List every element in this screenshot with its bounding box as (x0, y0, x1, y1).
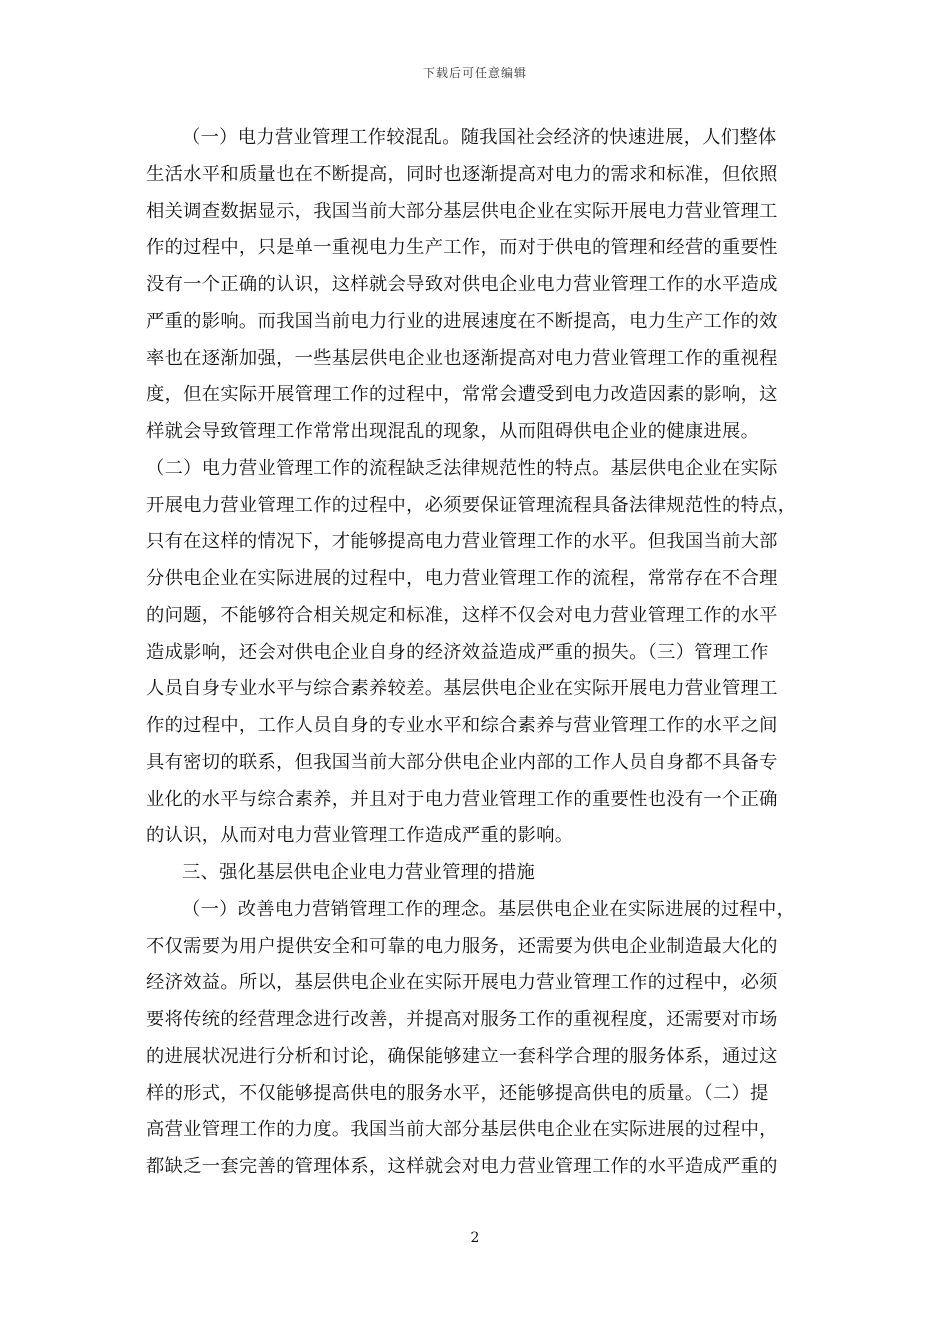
document-body (146, 120, 822, 1186)
text-line: 都缺乏一套完善的管理体系，这样就会对电力营业管理工作的水平造成严重的 (146, 1156, 778, 1177)
text-line: 率也在逐渐加强，一些基层供电企业也逐渐提高对电力营业管理工作的重视程 (146, 347, 778, 369)
page-header: 下载后可任意编辑 (422, 66, 527, 80)
section-heading: 三、强化基层供电企业电力营业管理的措施 (182, 862, 536, 883)
text-line: 作的过程中，只是单一重视电力生产工作，而对于供电的管理和经营的重要性 (146, 237, 778, 259)
text-line: 的进展状况进行分析和讨论，确保能够建立一套科学合理的服务体系，通过这 (146, 1045, 778, 1067)
text-line: 样就会导致管理工作常常出现混乱的现象，从而阻碍供电企业的健康进展。 (146, 421, 760, 442)
text-line: 开展电力营业管理工作的过程中，必须要保证管理流程具备法律规范性的特点， (146, 494, 797, 516)
text-line: 不仅需要为用户提供安全和可靠的电力服务，还需要为供电企业制造最大化的 (146, 935, 778, 957)
text-line: 人员自身专业水平与综合素养较差。基层供电企业在实际开展电力营业管理工 (146, 678, 778, 700)
text-line: 的认识，从而对电力营业管理工作造成严重的影响。 (146, 825, 574, 847)
text-line: 相关调查数据显示，我国当前大部分基层供电企业在实际开展电力营业管理工 (146, 200, 778, 222)
text-line: 度，但在实际开展管理工作的过程中，常常会遭受到电力改造因素的影响，这 (146, 384, 778, 406)
text-line: （一）改善电力营销管理工作的理念。基层供电企业在实际进展的过程中， (182, 898, 796, 920)
text-line: 经济效益。所以，基层供电企业在实际开展电力营业管理工作的过程中，必须 (146, 972, 778, 994)
text-line: 只有在这样的情况下，才能够提高电力营业管理工作的水平。但我国当前大部 (146, 531, 778, 553)
text-line: 作的过程中，工作人员自身的专业水平和综合素养与营业管理工作的水平之间 (146, 715, 778, 736)
text-line: 的问题，不能够符合相关规定和标准，这样不仅会对电力营业管理工作的水平 (146, 604, 778, 626)
page-number: 2 (470, 1230, 480, 1246)
text-line: 具有密切的联系，但我国当前大部分供电企业内部的工作人员自身都不具备专 (146, 751, 778, 773)
text-line: 生活水平和质量也在不断提高，同时也逐渐提高对电力的需求和标准，但依照 (146, 163, 778, 185)
text-line: 严重的影响。而我国当前电力行业的进展速度在不断提高，电力生产工作的效 (146, 310, 778, 332)
text-line: 造成影响，还会对供电企业自身的经济效益造成严重的损失。（三）管理工作 (146, 641, 769, 663)
text-line: 分供电企业在实际进展的过程中，电力营业管理工作的流程，常常存在不合理 (146, 568, 778, 589)
text-line: 业化的水平与综合素养，并且对于电力营业管理工作的重要性也没有一个正确 (146, 788, 778, 810)
text-line: 样的形式，不仅能够提高供电的服务水平，还能够提高供电的质量。（二）提 (146, 1082, 769, 1104)
text-line: 要将传统的经营理念进行改善，并提高对服务工作的重视程度，还需要对市场 (146, 1009, 778, 1030)
text-line: 没有一个正确的认识，这样就会导致对供电企业电力营业管理工作的水平造成 (146, 274, 778, 295)
text-line: （二）电力营业管理工作的流程缺乏法律规范性的特点。基层供电企业在实际 (146, 457, 778, 479)
text-line: （一）电力营业管理工作较混乱。随我国社会经济的快速进展，人们整体 (182, 127, 777, 148)
text-line: 高营业管理工作的力度。我国当前大部分基层供电企业在实际进展的过程中， (146, 1119, 778, 1141)
